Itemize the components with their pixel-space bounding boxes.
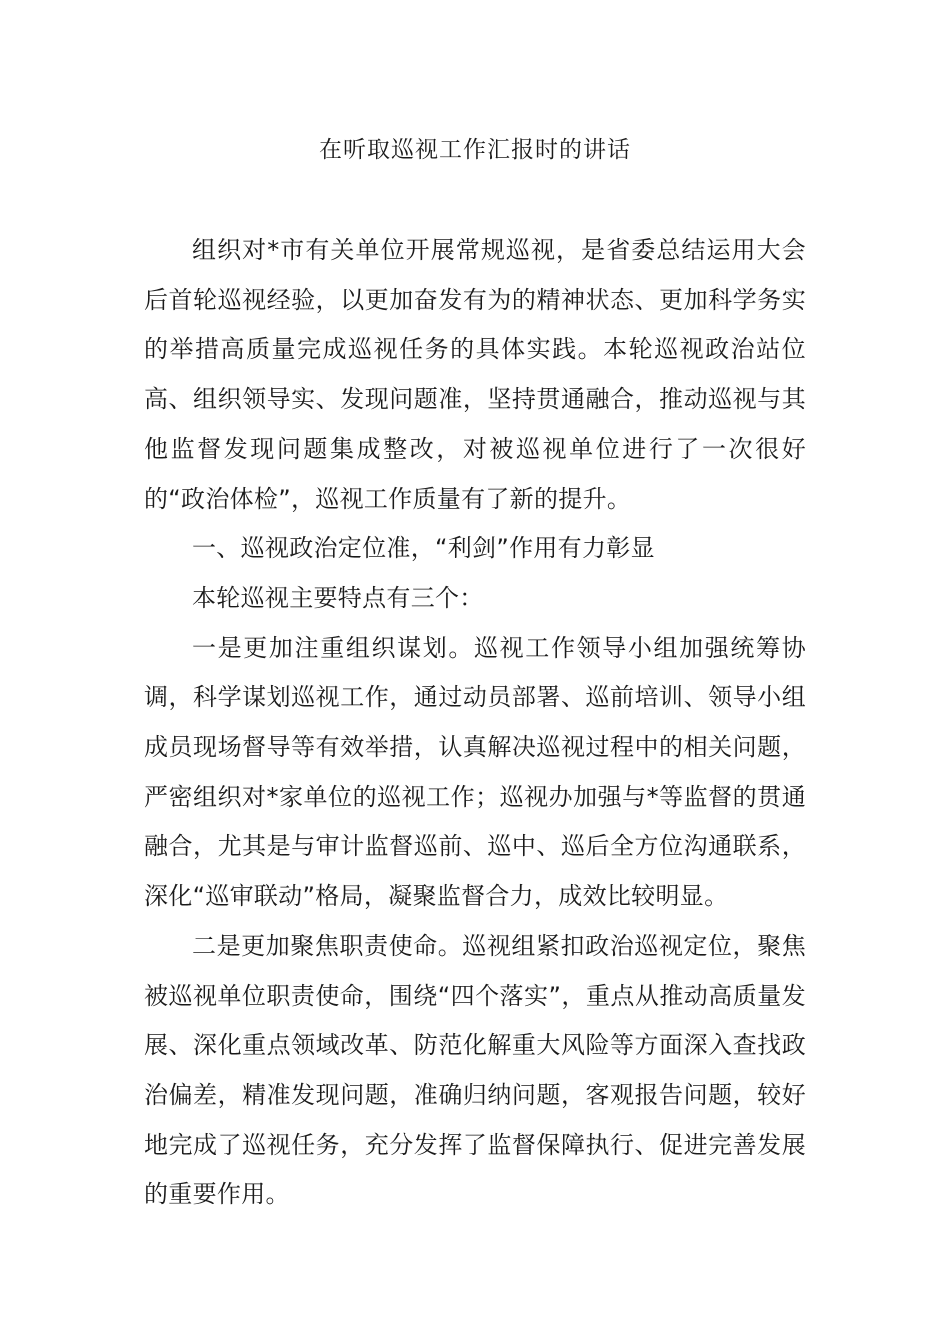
- section-heading-1: 一、巡视政治定位准，“利剑”作用有力彰显: [192, 534, 655, 563]
- document-body: [144, 226, 806, 1220]
- document-title: 在听取巡视工作汇报时的讲话: [319, 137, 631, 163]
- paragraph-point-2: 二是更加聚焦职责使命。巡视组紧扣政治巡视定位，聚焦被巡视单位职责使命，围绕“四个落实”，重点从推动高质量发展、深化重点领域改革、防范化解重大风险等方面深入查找政治偏差，精准发现问题，准确归纳问题，客观报告问题，较好地完成了巡视任务，充分发挥了监督保障执行、促进完善发展的重要作用。: [144, 931, 806, 1209]
- paragraph-point-1: 一是更加注重组织谋划。巡视工作领导小组加强统筹协调，科学谋划巡视工作，通过动员部署、巡前培训、领导小组成员现场督导等有效举措，认真解决巡视过程中的相关问题，严密组织对*家单位的巡视工作；巡视办加强与*等监督的贯通融合，尤其是与审计监督巡前、巡中、巡后全方位沟通联系，深化“巡审联动”格局，凝聚监督合力，成效比较明显。: [144, 633, 806, 911]
- paragraph-intro: 组织对*市有关单位开展常规巡视，是省委总结运用大会后首轮巡视经验，以更加奋发有为的精神状态、更加科学务实的举措高质量完成巡视任务的具体实践。本轮巡视政治站位高、组织领导实、发现问题准，坚持贯通融合，推动巡视与其他监督发现问题集成整改，对被巡视单位进行了一次很好的“政治体检”，巡视工作质量有了新的提升。: [144, 236, 806, 513]
- paragraph-features-intro: 本轮巡视主要特点有三个：: [192, 583, 484, 612]
